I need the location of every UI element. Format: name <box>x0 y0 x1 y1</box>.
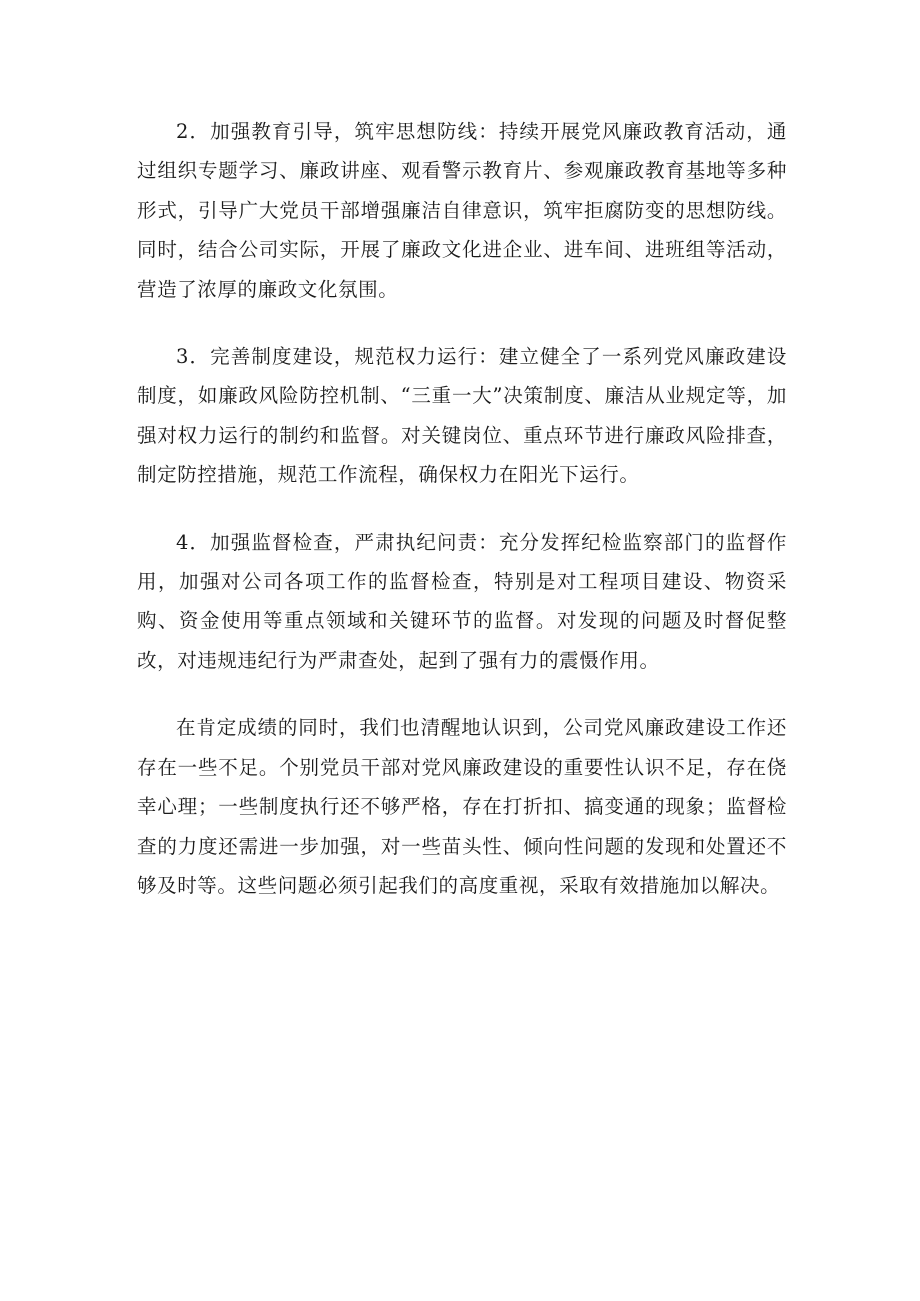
paragraph-education: 2．加强教育引导，筑牢思想防线：持续开展党风廉政教育活动，通过组织专题学习、廉政讲座、观看警示教育片、参观廉政教育基地等多种形式，引导广大党员干部增强廉洁自律意识，筑牢拒腐防变的思想防线。同时，结合公司实际，开展了廉政文化进企业、进车间、进班组等活动，营造了浓厚的廉政文化氛围。 <box>137 120 787 301</box>
paragraph-shortcomings: 在肯定成绩的同时，我们也清醒地认识到，公司党风廉政建设工作还存在一些不足。个别党员干部对党风廉政建设的重要性认识不足，存在侥幸心理；一些制度执行还不够严格，存在打折扣、搞变通的现象；监督检查的力度还需进一步加强，对一些苗头性、倾向性问题的发现和处置还不够及时等。这些问题必须引起我们的高度重视，采取有效措施加以解决。 <box>137 716 787 897</box>
document-body <box>137 112 787 933</box>
paragraph-supervision: 4．加强监督检查，严肃执纪问责：充分发挥纪检监察部门的监督作用，加强对公司各项工作的监督检查，特别是对工程项目建设、物资采购、资金使用等重点领域和关键环节的监督。对发现的问题及时督促整改，对违规违纪行为严肃查处，起到了强有力的震慑作用。 <box>137 530 787 672</box>
paragraph-institution: 3．完善制度建设，规范权力运行：建立健全了一系列党风廉政建设制度，如廉政风险防控机制、“三重一大”决策制度、廉洁从业规定等，加强对权力运行的制约和监督。对关键岗位、重点环节进行廉政风险排查，制定防控措施，规范工作流程，确保权力在阳光下运行。 <box>137 345 787 487</box>
